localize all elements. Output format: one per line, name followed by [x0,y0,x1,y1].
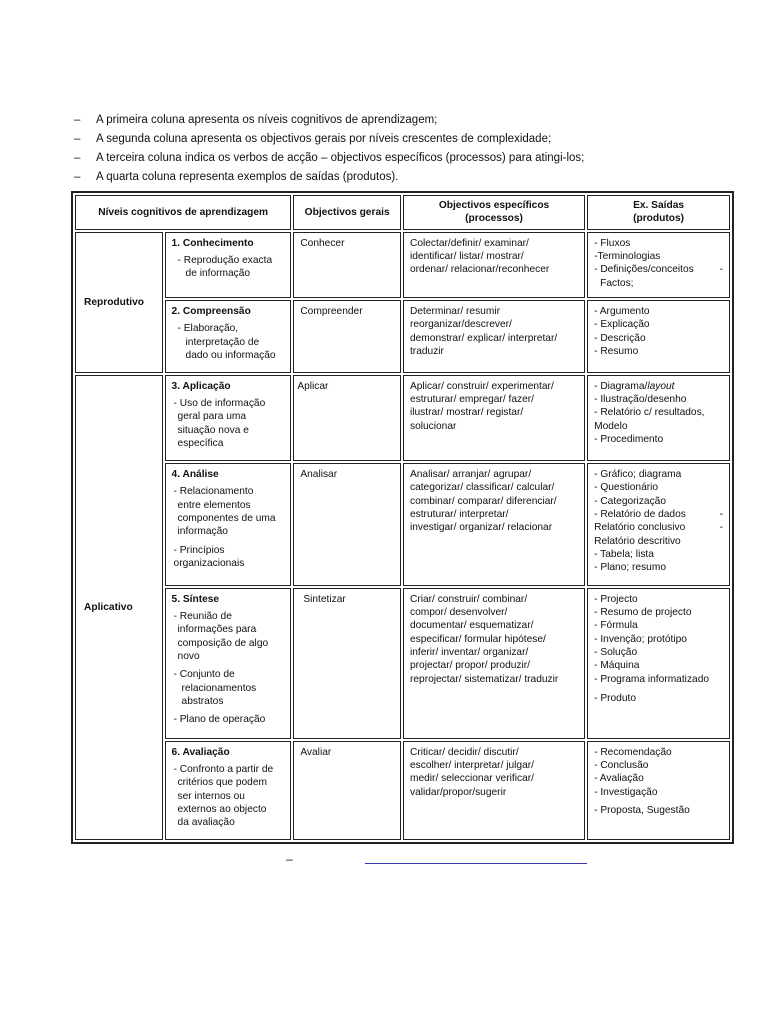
level-cell [165,463,292,586]
output-line: - Investigação [594,786,658,798]
intro-item [74,168,714,187]
level-description [172,397,285,450]
desc-line: entre elementos [177,499,251,511]
output-line: - Produto [594,692,636,704]
specific-line: documentar/ esquematizar/ [409,620,534,632]
general-objective: Compreender [293,300,401,373]
level-title: 5. Síntese [171,593,220,605]
specific-line: Criticar/ decidir/ discutir/ [409,746,519,758]
specific-line: identificar/ listar/ mostrar/ [409,251,524,263]
specific-line: traduzir [409,346,444,358]
general-objective: Analisar [293,463,401,586]
intro-text: A segunda coluna apresenta os objectivos gerais por níveis crescentes de complexidade; [96,133,552,145]
specific-line: inferir/ inventar/ organizar/ [409,647,529,659]
specific-line: medir/ seleccionar verificar/ [409,773,534,785]
level-cell [165,300,292,373]
desc-line: - Uso de informação [173,398,266,410]
desc-line: critérios que podem [177,777,268,789]
general-objective: Sintetizar [293,588,401,739]
group-applicative: Aplicativo [75,375,163,840]
general-objective: Conhecer [293,232,401,298]
specific-line: categorizar/ classificar/ calcular/ [409,482,555,494]
header-levels: Níveis cognitivos de aprendizagem [75,195,291,230]
specific-objectives [403,741,585,840]
general-objective: Avaliar [293,741,401,840]
specific-line: validar/propor/sugerir [409,786,507,798]
level-title: 2. Compreensão [171,306,251,318]
level-description [172,322,285,362]
output-text: - Definições/conceitos [594,264,694,276]
desc-line: dado ou informação [185,350,276,362]
output-line: - Categorização [594,495,667,507]
outputs-cell [587,741,730,840]
specific-line: Analisar/ arranjar/ agrupar/ [409,469,532,481]
output-line: - Fórmula [594,620,638,632]
specific-line: Determinar/ resumir [409,306,500,318]
intro-bullet: – [74,152,81,164]
desc-line: abstratos [181,695,224,707]
output-text: - Relatório de dados [594,509,686,521]
desc-line: - Conjunto de [173,669,235,681]
header-outputs-line: (produtos) [633,213,685,225]
output-dash: - [719,522,723,534]
intro-bullet: – [74,171,81,183]
desc-line: ser internos ou [177,790,245,802]
intro-item [74,111,714,130]
header-specific-line: Objectivos específicos [438,200,550,212]
desc-line: - Relacionamento [173,486,254,498]
output-line: - Ilustração/desenho [594,394,687,406]
outputs-cell [587,232,730,298]
specific-line: especificar/ formular hipótese/ [409,633,546,645]
output-line: - Recomendação [594,746,672,758]
desc-line: - Plano de operação [173,714,266,726]
output-line: - Argumento [594,306,650,318]
desc-line: relacionamentos [181,682,257,694]
level-cell [165,232,292,298]
output-line: - Relatório c/ resultados, [594,407,705,419]
desc-line: novo [177,651,200,663]
intro-item [74,149,714,168]
intro-item [74,130,714,149]
level-cell [165,375,292,461]
level-description [172,763,285,829]
level-description [172,544,285,571]
specific-line: ilustrar/ mostrar/ registar/ [409,407,524,419]
specific-objectives [403,300,585,373]
specific-line: escolher/ interpretar/ julgar/ [409,759,534,771]
footer-dash: – [286,852,293,866]
level-title: 6. Avaliação [171,746,230,758]
table-row [75,232,730,298]
output-line [594,508,723,521]
output-line: - Gráfico; diagrama [594,469,682,481]
specific-line: projectar/ propor/ produzir/ [409,660,531,672]
output-line [594,263,723,276]
intro-text: A primeira coluna apresenta os níveis cognitivos de aprendizagem; [96,114,438,126]
header-outputs-line: Ex. Saídas [633,200,685,212]
output-line [594,380,723,393]
output-line: - Conclusão [594,759,649,771]
outputs-cell [587,375,730,461]
output-dash: - [719,509,723,521]
specific-objectives [403,232,585,298]
specific-objectives [403,588,585,739]
output-text: Relatório conclusivo [594,522,686,534]
output-line: - Máquina [594,660,640,672]
specific-objectives [403,375,585,461]
output-line: - Resumo de projecto [594,607,692,619]
desc-line: situação nova e [177,424,249,436]
specific-line: combinar/ comparar/ diferenciar/ [409,495,557,507]
output-text: - Diagrama/ [594,380,648,392]
cognitive-levels-table [71,191,734,844]
level-title: 1. Conhecimento [171,237,254,249]
output-line: Modelo [594,420,628,432]
desc-line: - Elaboração, [177,323,239,335]
specific-line: Colectar/definir/ examinar/ [409,237,529,249]
desc-line: - Princípios [173,544,225,556]
intro-text: A terceira coluna indica os verbos de acção – objectivos específicos (processos) para atingi-los; [96,152,585,164]
table-row [75,463,730,586]
desc-line: interpretação de [185,336,260,348]
specific-line: investigar/ organizar/ relacionar [409,522,553,534]
group-reproductive: Reprodutivo [75,232,163,373]
specific-line: solucionar [409,420,457,432]
output-line: - Programa informatizado [594,673,710,685]
desc-line: geral para uma [177,411,247,423]
output-line [594,521,723,534]
output-line: - Plano; resumo [594,562,667,574]
outputs-cell [587,588,730,739]
desc-line: informações para [177,624,257,636]
desc-line: da avaliação [177,817,235,829]
outputs-cell [587,463,730,586]
output-line: Relatório descritivo [594,535,681,547]
output-line: - Solução [594,647,638,659]
intro-bullet: – [74,133,81,145]
desc-line: específica [177,437,224,449]
level-cell [165,588,292,739]
header-general: Objectivos gerais [293,195,401,230]
specific-line: Criar/ construir/ combinar/ [409,593,528,605]
level-description [172,713,285,726]
desc-line: componentes de uma [177,513,276,525]
level-title: 4. Análise [171,469,219,481]
desc-line: organizacionais [173,557,245,569]
table-header-row [75,195,730,230]
output-line: - Avaliação [594,773,644,785]
specific-line: ordenar/ relacionar/reconhecer [409,264,550,276]
level-description [172,610,285,663]
level-description [172,254,285,281]
specific-line: Aplicar/ construir/ experimentar/ [409,380,554,392]
specific-objectives [403,463,585,586]
specific-line: reorganizar/descrever/ [409,319,512,331]
output-line: - Tabela; lista [594,548,654,560]
table-row [75,300,730,373]
specific-line: estruturar/ interpretar/ [409,509,509,521]
table-row [75,375,730,461]
level-title: 3. Aplicação [171,380,231,392]
level-cell [165,741,292,840]
specific-line: compor/ desenvolver/ [409,607,508,619]
specific-line: estruturar/ empregar/ fazer/ [409,394,534,406]
header-specific-line: (processos) [465,213,523,225]
outputs-cell [587,300,730,373]
intro-bullet: – [74,114,81,126]
output-line: - Fluxos [594,237,631,249]
table-row [75,741,730,840]
general-objective: Aplicar [293,375,401,461]
output-line: Factos; [600,277,634,289]
output-line: - Resumo [594,346,639,358]
footer-link-underline[interactable] [365,863,587,864]
header-specific [403,195,585,230]
output-line: - Proposta, Sugestão [594,804,690,816]
output-line: - Projecto [594,593,638,605]
output-italic: layout [647,380,675,392]
output-dash: - [719,264,723,276]
specific-line: reprojectar/ sistematizar/ traduzir [409,673,559,685]
desc-line: - Reprodução exacta [177,255,273,267]
desc-line: - Confronto a partir de [173,763,274,775]
desc-line: externos ao objecto [177,803,267,815]
output-line: - Invenção; protótipo [594,633,687,645]
intro-list [74,111,714,187]
output-line: - Explicação [594,319,650,331]
table-row [75,588,730,739]
desc-line: composição de algo [177,637,269,649]
specific-line: demonstrar/ explicar/ interpretar/ [409,332,558,344]
desc-line: - Reunião de [173,611,232,623]
intro-text: A quarta coluna representa exemplos de saídas (produtos). [96,171,399,183]
output-line: - Descrição [594,332,646,344]
header-outputs [587,195,730,230]
output-line: -Terminologias [594,251,661,263]
desc-line: informação [177,526,228,538]
output-line: - Procedimento [594,433,664,445]
level-description [172,668,285,708]
level-description [172,485,285,538]
output-line: - Questionário [594,482,659,494]
desc-line: de informação [185,268,251,280]
